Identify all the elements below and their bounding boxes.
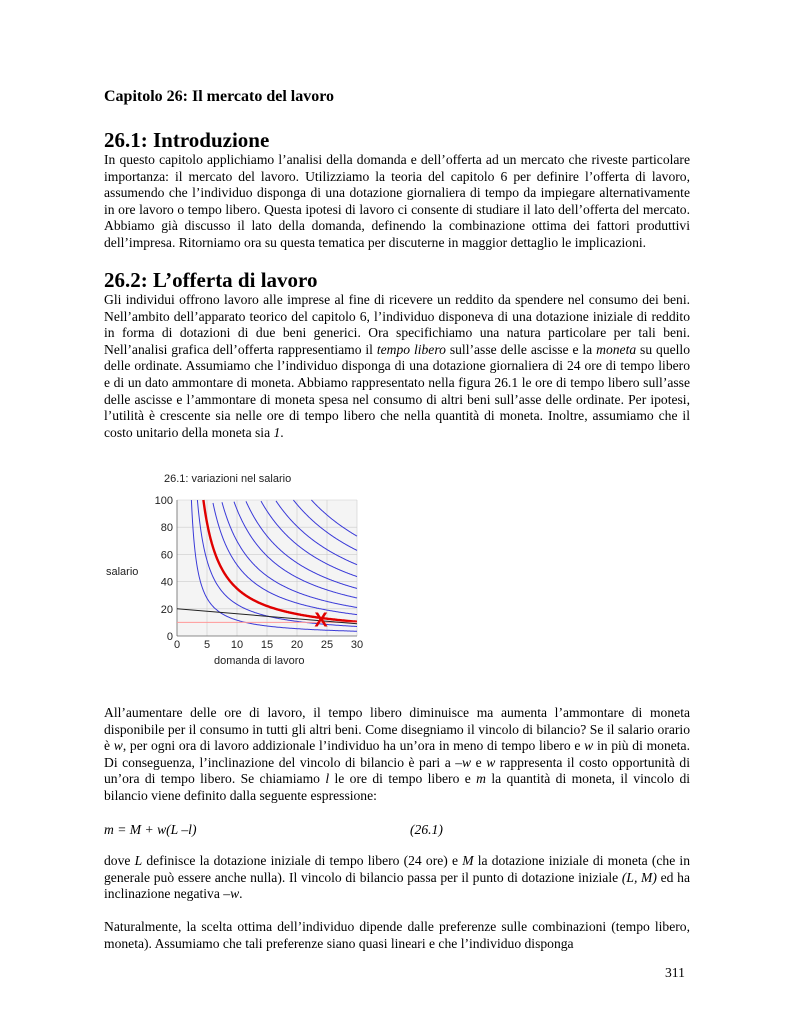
x-axis-label: domanda di lavoro — [214, 655, 305, 667]
x-tick-label: 0 — [173, 639, 181, 651]
section-introduzione — [104, 128, 690, 252]
paragraph: Gli individui offrono lavoro alle imprese al fine di ricevere un reddito da spendere nel consumo dei beni. Nell’ambito dell’apparato teorico del capitolo 6, l’individuo disponeva di una dotazione iniziale di reddito in forma di dotazioni di due beni generici. Ora specifichiamo una natura particolare per tali beni. Nell’analisi grafica dell’offerta rappresentiamo il tempo libero sull’asse delle ascisse e la moneta su quello delle ordinate. Assumiamo che l’individuo disponga di una dotazione giornaliera di 24 ore di tempo libero e di un dato ammontare di moneta. Abbiamo rappresentato nella figura 26.1 le ore di tempo libero sull’asse delle ascisse e l’ammontare di moneta spesa nel consumo di altri beni sull’asse delle ordinate. Per ipotesi, l’utilità è crescente sia nelle ore di tempo libero che nella quantità di moneta. Inoltre, assumiamo che il costo unitario della moneta sia 1. — [104, 292, 691, 440]
chart-title: 26.1: variazioni nel salario — [164, 473, 292, 485]
section-title: 26.1: Introduzione — [104, 128, 270, 152]
x-tick-label: 25 — [320, 639, 334, 651]
x-tick-label: 30 — [350, 639, 364, 651]
x-tick-label: 10 — [230, 639, 244, 651]
y-tick-label: 80 — [160, 522, 173, 535]
paragraph: Naturalmente, la scelta ottima dell’individuo dipende dalle preferenze sulle combinazioni (tempo libero, moneta). Assumiamo che tali preferenze siano quasi lineari e che l’individuo disponga — [104, 919, 690, 951]
chart — [104, 470, 366, 670]
equation-number: (26.1) — [410, 822, 443, 837]
optimum-marker — [314, 610, 328, 632]
paragraph: dove L definisce la dotazione iniziale di tempo libero (24 ore) e M la dotazione iniziale di moneta (che in generale può essere anche nulla). Il vincolo di bilancio passa per il punto di dotazione iniziale (L, M) ed ha inclinazione negativa –w. — [104, 853, 690, 902]
y-axis-label: salario — [106, 566, 139, 578]
y-tick-label: 100 — [154, 495, 173, 507]
y-tick-label: 20 — [160, 603, 173, 616]
y-tick-label: 60 — [160, 549, 173, 562]
paragraph: All’aumentare delle ore di lavoro, il tempo libero diminuisce ma aumenta l’ammontare di moneta disponibile per il consumo in tutti gli altri beni. Come disegniamo il vincolo di bilancio? Se il salario orario è w, per ogni ora di lavoro addizionale l’individuo ha un’ora in meno di tempo libero e w in più di moneta. Di conseguenza, l’inclinazione del vincolo di bilancio è pari a –w e w rappresenta il costo opportunità di un’ora di tempo libero. Se chiamiamo l le ore di tempo libero e m la quantità di moneta, il vincolo di bilancio viene definito dalla seguente espressione: — [104, 705, 691, 803]
x-tick-label: 20 — [290, 639, 304, 651]
equation-expression: m = M + w(L –l) — [104, 822, 197, 837]
section-offerta-di-lavoro — [104, 268, 690, 441]
section-title: 26.2: L’offerta di lavoro — [104, 268, 318, 292]
marker-label: X — [314, 609, 328, 632]
figure-26-1 — [104, 470, 366, 670]
x-tick-label: 15 — [260, 639, 274, 651]
y-tick-label: 0 — [166, 631, 173, 643]
x-tick-label: 5 — [203, 639, 211, 651]
paragraph: In questo capitolo applichiamo l’analisi della domanda e dell’offerta ad un mercato che riveste particolare importanza: il mercato del lavoro. Utilizziamo la teoria del capitolo 6 per definire l’offerta di lavoro, assumendo che l’individuo disponga di una dotazione giornaliera di tempo da impiegare alternativamente in ore lavoro o tempo libero. Questa ipotesi di lavoro ci consente di studiare il lato dell’offerta del mercato. Abbiamo già discusso il lato della domanda, definendo la combinazione ottima dei fattori produttivi dell’impresa. Ritorniamo ora su questa tematica per discuterne in maggior dettaglio le implicazioni. — [104, 152, 690, 250]
page-number: 311 — [665, 965, 685, 980]
y-tick-label: 40 — [160, 576, 173, 589]
chapter-title: Capitolo 26: Il mercato del lavoro — [104, 88, 335, 105]
